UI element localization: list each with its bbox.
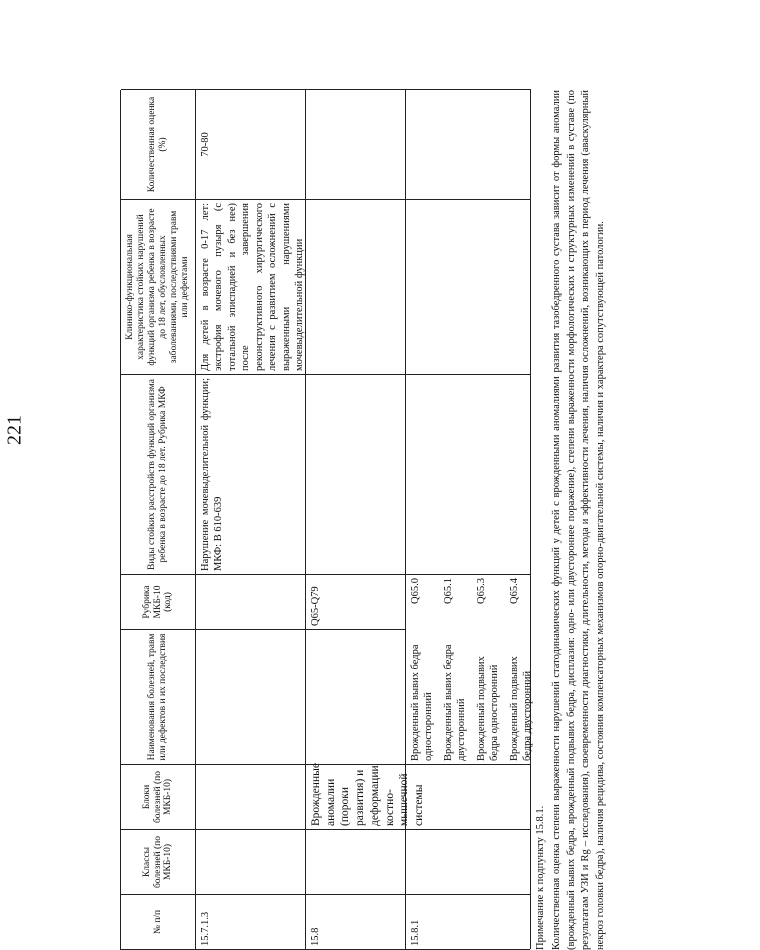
row-code: Q65-Q79 [306, 574, 405, 629]
header-code: Рубрика МКБ-10 (код) [121, 574, 195, 629]
row-characteristic [406, 199, 530, 374]
row-code [196, 574, 305, 629]
list-item [442, 578, 469, 761]
row-num: 15.8 [306, 894, 405, 949]
row-score: 70-80 [196, 89, 305, 199]
item-code: Q65.0 [410, 578, 421, 604]
row-items [406, 574, 534, 764]
header-functions: Виды стойких расстройств функций организма ребенка в возрасте до 18 лет. Рубрика МКФ [121, 374, 195, 574]
list-item [475, 578, 502, 761]
table-row [196, 89, 306, 949]
header-score: Количественная оценка (%) [121, 89, 195, 199]
header-blocks: Блоки болезней (по МКБ-10) [121, 764, 195, 829]
item-code: Q65.1 [442, 578, 454, 604]
notes [534, 90, 608, 950]
header-num: № п/п [121, 894, 195, 949]
row-num: 15.8.1 [406, 894, 530, 949]
item-name: Врожденный вывих бедра двусторонний [442, 644, 468, 761]
item-code: Q65.3 [475, 578, 487, 604]
row-block [196, 764, 305, 829]
row-class [406, 829, 530, 894]
rotated-document [120, 45, 760, 950]
item-name: Врожденный подвывих бедра двусторонний [508, 656, 534, 761]
row-class [196, 829, 305, 894]
row-block [406, 764, 530, 829]
row-name [196, 629, 305, 764]
notes-text: Количественная оценка степени выраженности нарушений статодинамических функций у детей с врожденными аномалиями развития тазобедренного сустава зависит от формы аномалии (врожденный вывих бедра, врожденный подвывих бедра, дисплазия: одно- или двустороннее поражение), степени выраженности морфологических и структурных изменений в суставе (по результатам УЗИ и Rg – исследования), своевременности диагностики, длительности, метода и эффективности лечения, наличия осложнений, возникающих в период лечения (аваскулярный некроз головки бедра), наличия рецидива, состояния компенсаторных механизмов опорно-двигательной системы, наличия и характера сопутствующей патологии. [551, 90, 606, 950]
row-functions [306, 374, 405, 574]
table-row [406, 89, 534, 949]
notes-title: Примечание к подпункту 15.8.1. [535, 805, 546, 950]
item-name: Врожденный вывих бедра односторонний [410, 644, 435, 761]
list-item [409, 578, 436, 761]
row-characteristic: Для детей в возрасте 0-17 лет: экстрофия мочевого пузыря (с тотальной эписпадией и без нее) после завершения реконструктивного хирургического лечения с развитием осложнений с выраженными нарушениями мочевыделительной функции [196, 199, 305, 374]
item-code: Q65.4 [508, 578, 520, 604]
row-characteristic [306, 199, 405, 374]
row-name [306, 629, 405, 764]
header-classes: Классы болезней (по МКБ-10) [121, 829, 195, 894]
row-class [306, 829, 405, 894]
row-block: Врожденные аномалии (пороки развития) и деформации костно-мышечной системы [306, 764, 405, 829]
header-characteristic: Клинико-функциональная характеристика стойких нарушений функций организма ребенка в возрасте до 18 лет, обусловленных заболеваниями, последствиями травм или дефектами [121, 199, 195, 374]
header-names: Наименования болезней, травм или дефектов и их последствия [121, 629, 195, 764]
page-number: 221 [3, 415, 26, 445]
item-name: Врожденный подвывих бедра односторонний [475, 656, 501, 761]
list-item [508, 578, 535, 761]
row-functions [406, 374, 530, 574]
row-functions: Нарушение мочевыделительной функции; МКФ: В 610-639 [196, 374, 305, 574]
row-score [306, 89, 405, 199]
table-header-row [121, 89, 196, 949]
disability-table [120, 90, 534, 950]
row-score [406, 89, 530, 199]
row-num: 15.7.1.3 [196, 894, 305, 949]
